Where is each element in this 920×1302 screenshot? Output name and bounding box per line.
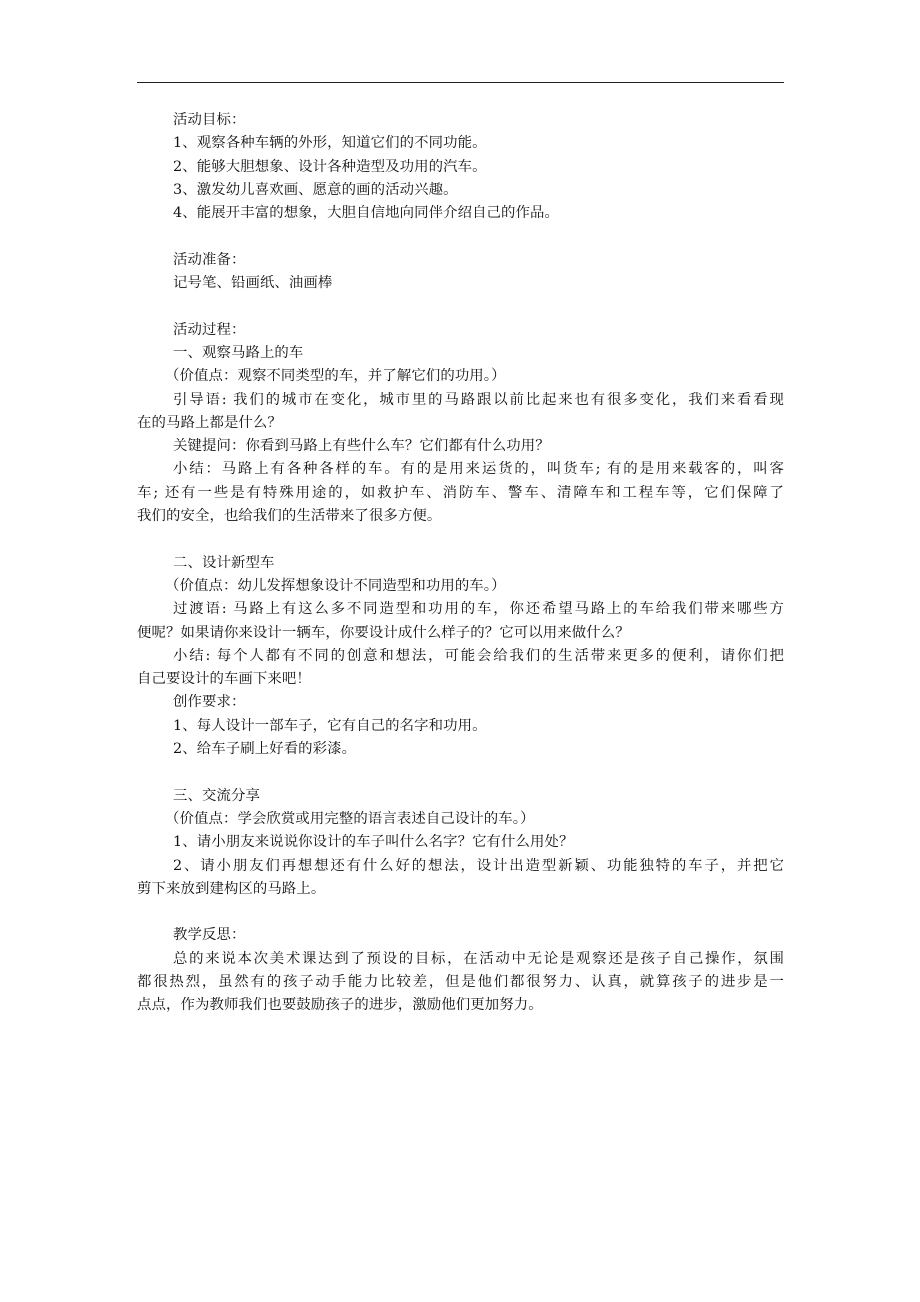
header-rule xyxy=(137,82,784,83)
spacer xyxy=(137,225,784,248)
prep-heading: 活动准备： xyxy=(173,251,246,268)
part3-item: 1、请小朋友来说说你设计的车子叫什么名字？它有什么用处？ xyxy=(173,834,574,851)
spacer xyxy=(137,901,784,924)
goal-item: 2、能够大胆想象、设计各种造型及功用的汽车。 xyxy=(173,158,487,175)
process-heading: 活动过程： xyxy=(173,321,246,338)
part2-value: （价值点：幼儿发挥想象设计不同造型和功用的车。） xyxy=(165,577,506,594)
reflection-text: 总的来说本次美术课达到了预设的目标，在活动中无论是观察还是孩子自己操作，氛围 xyxy=(173,950,784,967)
part1-summary-cont: 车; 还有一些是有特殊用途的，如救护车、消防车、警车、清障车和工程车等，它们保障了 xyxy=(137,484,784,501)
part3-item: 2、请小朋友们再想想还有什么好的想法，设计出造型新颖、功能独特的车子，并把它 xyxy=(173,857,784,874)
section-process xyxy=(137,319,784,901)
part2-transition-cont: 便呢？如果请你来设计一辆车，你要设计成什么样子的？它可以用来做什么？ xyxy=(137,624,630,641)
spacer xyxy=(137,761,784,784)
reflection-heading: 教学反思： xyxy=(173,927,246,944)
goal-item: 1、观察各种车辆的外形，知道它们的不同功能。 xyxy=(173,135,487,152)
part1-summary-end: 我们的安全，也给我们的生活带来了很多方便。 xyxy=(137,508,442,525)
part1-intro: 引导语: 我们的城市在变化，城市里的马路跟以前比起来也有很多变化，我们来看看现 xyxy=(173,391,784,408)
document-body xyxy=(137,109,784,1018)
part1-value: （价值点：观察不同类型的车，并了解它们的功用。） xyxy=(165,368,506,385)
spacer xyxy=(137,295,784,318)
part2-summary: 小结: 每个人都有不同的创意和想法，可能会给我们的生活带来更多的便利，请你们把 xyxy=(173,647,784,664)
part3-item-cont: 剪下来放到建构区的马路上。 xyxy=(137,880,326,897)
goals-heading: 活动目标： xyxy=(173,112,246,128)
part2-title: 二、设计新型车 xyxy=(173,554,275,571)
prep-materials: 记号笔、铅画纸、油画棒 xyxy=(173,275,333,292)
part3-title: 三、交流分享 xyxy=(173,787,260,804)
section-goals xyxy=(137,109,784,225)
part1-question: 关键提问：你看到马路上有些什么车？它们都有什么功用？ xyxy=(173,438,550,455)
goal-item: 4、能展开丰富的想象，大胆自信地向同伴介绍自己的作品。 xyxy=(173,205,560,222)
part2-summary-cont: 自己要设计的车画下来吧！ xyxy=(137,671,311,688)
spacer xyxy=(137,528,784,551)
part2-req-heading: 创作要求： xyxy=(173,694,246,711)
part1-summary: 小结：马路上有各种各样的车。有的是用来运货的，叫货车; 有的是用来载客的，叫客 xyxy=(173,461,784,478)
section-prep xyxy=(137,249,784,296)
part2-transition: 过渡语: 马路上有这么多不同造型和功用的车，你还希望马路上的车给我们带来哪些方 xyxy=(173,601,784,618)
section-reflection xyxy=(137,924,784,1017)
goal-item: 3、激发幼儿喜欢画、愿意的画的活动兴趣。 xyxy=(173,181,458,198)
part3-value: （价值点：学会欣赏或用完整的语言表述自己设计的车。） xyxy=(165,810,535,827)
part1-intro-cont: 在的马路上都是什么？ xyxy=(137,414,282,431)
part2-req-item: 1、每人设计一部车子，它有自己的名字和功用。 xyxy=(173,717,487,734)
reflection-text-cont: 都很热烈，虽然有的孩子动手能力比较差，但是他们都很努力、认真，就算孩子的进步是一 xyxy=(137,973,784,990)
part1-title: 一、观察马路上的车 xyxy=(173,344,304,361)
part2-req-item: 2、给车子刷上好看的彩漆。 xyxy=(173,741,357,758)
reflection-text-end: 点点，作为教师我们也要鼓励孩子的进步，激励他们更加努力。 xyxy=(137,997,543,1014)
